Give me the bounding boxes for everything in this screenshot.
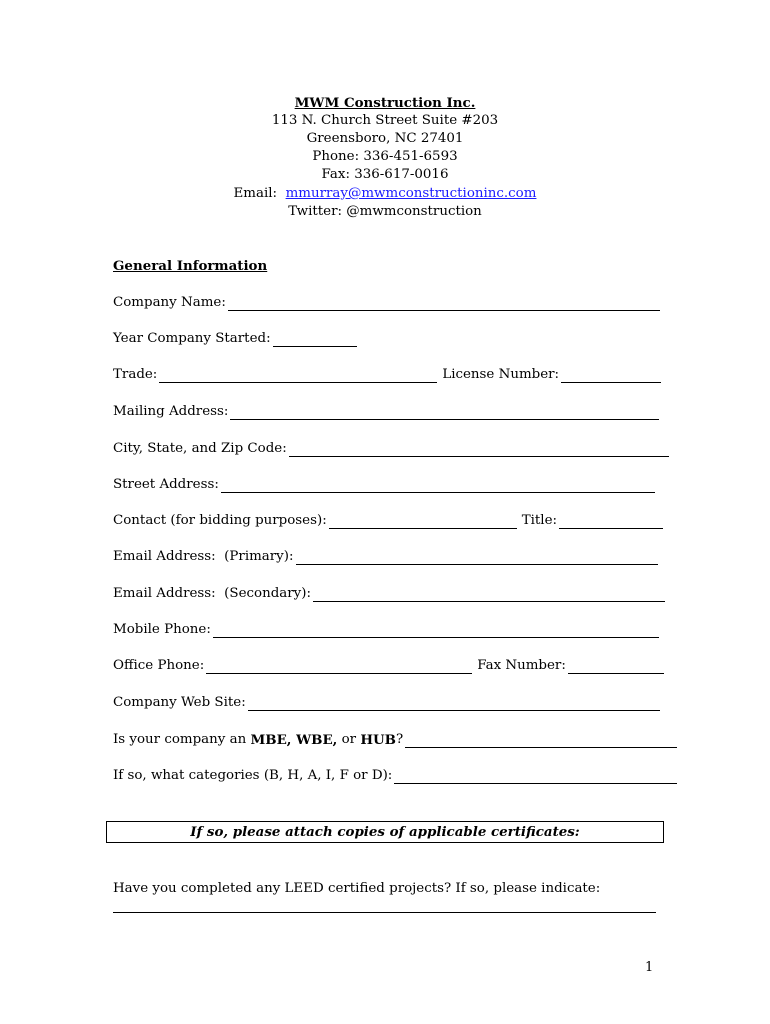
trade-field[interactable] (159, 370, 437, 383)
contact-row (113, 513, 663, 529)
contact-field[interactable] (329, 516, 517, 529)
year-started-field[interactable] (273, 334, 357, 347)
phone-line: Phone: 336-451-6593 (312, 149, 458, 164)
company-name-label: Company Name: (113, 295, 226, 310)
email-link[interactable]: mmurray@mwmconstructioninc.com (285, 186, 537, 201)
mailing-address-field[interactable] (230, 407, 659, 420)
license-number-label: License Number: (442, 367, 560, 382)
email-secondary-label: Email Address: (Secondary): (113, 586, 311, 601)
mbe-suffix: ? (396, 732, 404, 747)
year-started-label: Year Company Started: (113, 331, 271, 346)
company-name-field[interactable] (228, 298, 660, 311)
section-title: General Information (113, 258, 268, 274)
mobile-phone-row (113, 622, 659, 638)
contact-label: Contact (for bidding purposes): (113, 513, 327, 528)
mbe-row (113, 732, 677, 748)
address-line-1: 113 N. Church Street Suite #203 (271, 113, 499, 128)
mailing-address-label: Mailing Address: (113, 404, 229, 419)
leed-question: Have you completed any LEED certified projects? If so, please indicate: (113, 881, 601, 896)
office-phone-row (113, 658, 664, 674)
trade-row (113, 367, 661, 383)
certificates-notice: If so, please attach copies of applicable certificates: (106, 821, 664, 843)
mbe-or: or (337, 732, 361, 747)
company-title: MWM Construction Inc. (294, 95, 476, 111)
mbe-wbe-label: MBE, WBE, (250, 732, 338, 748)
web-site-field[interactable] (248, 698, 660, 711)
web-site-label: Company Web Site: (113, 695, 246, 710)
year-started-row (113, 331, 357, 347)
city-state-zip-label: City, State, and Zip Code: (113, 441, 287, 456)
title-field[interactable] (559, 516, 663, 529)
fax-line: Fax: 336-617-0016 (321, 167, 449, 182)
email-primary-label: Email Address: (Primary): (113, 549, 294, 564)
web-site-row (113, 695, 660, 711)
page-number: 1 (645, 960, 654, 975)
office-phone-field[interactable] (206, 661, 472, 674)
email-label: Email: (233, 186, 278, 201)
hub-label: HUB (360, 732, 396, 748)
fax-number-label: Fax Number: (477, 658, 566, 673)
mbe-field[interactable] (405, 735, 677, 748)
title-label: Title: (521, 513, 558, 528)
leed-answer-field[interactable] (113, 912, 656, 913)
email-secondary-row (113, 586, 665, 602)
fax-number-field[interactable] (568, 661, 664, 674)
city-state-zip-field[interactable] (289, 444, 669, 457)
street-address-field[interactable] (221, 480, 655, 493)
twitter-line: Twitter: @mwmconstruction (288, 204, 482, 219)
categories-row (113, 768, 677, 784)
email-secondary-field[interactable] (313, 589, 665, 602)
street-address-row (113, 477, 655, 493)
address-line-2: Greensboro, NC 27401 (306, 131, 464, 146)
email-primary-row (113, 549, 658, 565)
mbe-prefix: Is your company an (113, 732, 251, 747)
email-primary-field[interactable] (296, 552, 658, 565)
city-state-zip-row (113, 441, 669, 457)
mobile-phone-field[interactable] (213, 625, 659, 638)
categories-label: If so, what categories (B, H, A, I, F or D): (113, 768, 393, 783)
mobile-phone-label: Mobile Phone: (113, 622, 211, 637)
license-number-field[interactable] (561, 370, 661, 383)
company-name-row (113, 295, 660, 311)
street-address-label: Street Address: (113, 477, 219, 492)
mailing-address-row (113, 404, 659, 420)
office-phone-label: Office Phone: (113, 658, 205, 673)
categories-field[interactable] (394, 771, 677, 784)
email-line (0, 186, 770, 201)
trade-label: Trade: (113, 367, 158, 382)
